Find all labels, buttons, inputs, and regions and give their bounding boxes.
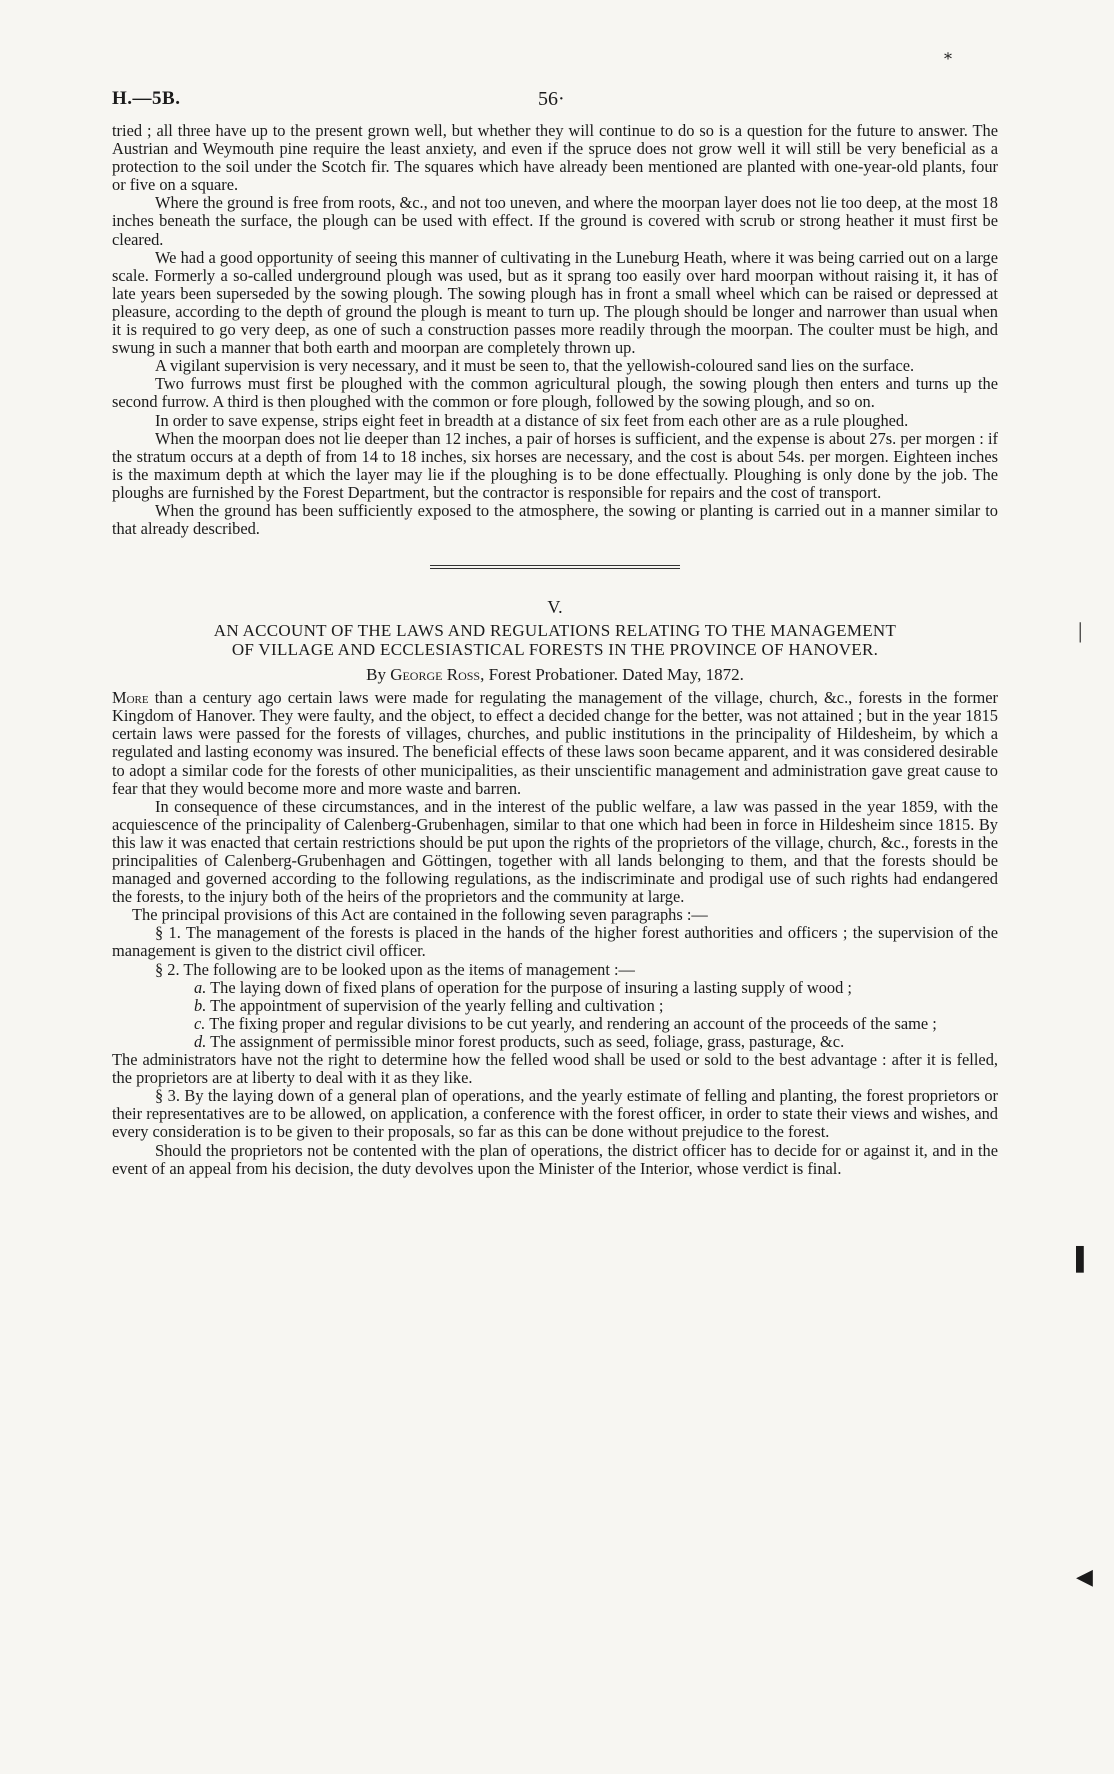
paragraph: When the moorpan does not lie deeper than 12 inches, a pair of horses is sufficient, and the expense is about 27s. per morgen : if the stratum occurs at a depth of from 14 to 18 inches, six horses are necessary, and the cost is about 54s. per morgen. Eighteen inches is the maximum depth at which the layer may lie if the ploughing is to be done effectually. Ploughing is only done by the job. The ploughs are furnished by the Forest Department, but the contractor is responsible for repairs and the cost of transport. [112, 428, 998, 502]
margin-mark-1: | [1078, 618, 1083, 643]
list-letter: c. [194, 1013, 206, 1033]
list-item [194, 997, 998, 1015]
paragraph: Should the proprietors not be contented with the plan of operations, the district officer has to decide for or against it, and in the event of an appeal from his decision, the duty devolves upon the Minister of the Interior, whose verdict is final. [112, 1140, 998, 1178]
section-title-line: AN ACCOUNT OF THE LAWS AND REGULATIONS RELATING TO THE MANAGEMENT [213, 621, 897, 641]
list-letter: a. [194, 977, 207, 997]
section-clause: § 3. By the laying down of a general plan of operations, and the yearly estimate of felling and planting, the forest proprietors or their representatives are to be allowed, on application, a conference with the forest officer, in order to state their views and wishes, and every consideration is to be given to their proposals, so far as this can be done without prejudice to the forest. [112, 1086, 998, 1142]
paragraph: In order to save expense, strips eight feet in breadth at a distance of six feet from each other are as a rule ploughed. [155, 410, 909, 430]
list-text: The fixing proper and regular divisions to be cut yearly, and rendering an account of the proceeds of the same ; [209, 1013, 937, 1033]
paragraph: We had a good opportunity of seeing this manner of cultivating in the Luneburg Heath, where it was being carried out on a large scale. Formerly a so-called underground plough was used, but as it sprang too easily over hard moorpan without raising it, it has of late years been superseded by the sowing plough. The sowing plough has in front a small wheel which can be raised or depressed at pleasure, according to the depth of ground the plough is meant to turn up. The plough should be longer and narrower than usual when it is required to go very deep, as one of such a construction passes more readily through the moorpan. The coulter must be high, and swung in such a manner that both earth and moorpan are completely thrown up. [112, 247, 998, 358]
paragraph-text: than a century ago certain laws were made for regulating the management of the village, church, &c., forests in the former Kingdom of Hanover. They were faulty, and the object, to effect a decided change for the better, was not attained ; but in the year 1815 certain laws were passed for the forests of villages, churches, and public institutions in the principality of Hildesheim, by which a regulated and lasting economy was insured. The beneficial effects of these laws soon became apparent, and it was considered desirable to adopt a similar code for the forests of other municipalities, as their unscientific management and administration gave great cause to fear that they would become more and more waste and barren. [112, 688, 998, 798]
margin-mark-3: ◀ [1076, 1564, 1093, 1589]
lead-word: More [112, 688, 149, 708]
section-clause: § 2. The following are to be looked upon as the items of management :— [155, 959, 635, 979]
document-code: H.—5B. [112, 88, 181, 109]
paragraph: A vigilant supervision is very necessary, and it must be seen to, that the yellowish-coloured sand lies on the surface. [155, 356, 915, 376]
body-text-section [112, 689, 998, 1178]
paragraph: The administrators have not the right to determine how the felled wood shall be used or sold to the best advantage : after it is felled, the proprietors are at liberty to deal with it as they like. [112, 1050, 998, 1088]
page-content [112, 88, 998, 1178]
list-text: The assignment of permissible minor forest products, such as seed, foliage, grass, pasturage, &c. [210, 1031, 845, 1051]
list-text: The appointment of supervision of the yearly felling and cultivation ; [210, 995, 664, 1015]
section-title [112, 621, 998, 659]
section-divider [430, 565, 680, 569]
paragraph: In consequence of these circumstances, and in the interest of the public welfare, a law was passed in the year 1859, with the acquiescence of the principality of Calenberg-Grubenhagen, similar to that one which had been in force in Hildesheim since 1815. By this law it was enacted that certain restrictions should be put upon the rights of the proprietors of the village, church, &c., forests in the principalities of Calenberg-Grubenhagen and Göttingen, together with all lands belonging to them, and that the forests should be managed and governed according to the following regulations, as the indiscriminate and prodigal use of such rights had endangered the forests, to the injury both of the heirs of the proprietors and the community at large. [112, 796, 998, 907]
byline-suffix: Forest Probationer. Dated May, 1872. [488, 665, 744, 685]
byline-prefix: By [366, 665, 386, 685]
paragraph: tried ; all three have up to the present grown well, but whether they will continue to do so is a question for the future to answer. The Austrian and Weymouth pine require the least anxiety, and even if the spruce does not grow well it will still be very beneficial as a protection to the soil under the Scotch fir. The squares which have already been mentioned are planted with one-year-old plants, four or five on a square. [112, 121, 998, 195]
list-letter: b. [194, 995, 207, 1015]
page-header [112, 88, 998, 122]
list-letter: d. [194, 1031, 207, 1051]
list-item [194, 1015, 998, 1033]
byline [112, 665, 998, 685]
paragraph: When the ground has been sufficiently exposed to the atmosphere, the sowing or planting is carried out in a manner similar to that already described. [112, 500, 998, 539]
list-item [194, 1033, 998, 1051]
margin-mark-2: ▌ [1076, 1246, 1092, 1271]
list-text: The laying down of fixed plans of operation for the purpose of insuring a lasting supply of wood ; [210, 977, 852, 997]
paragraph: Where the ground is free from roots, &c., and not too uneven, and where the moorpan layer does not lie too deep, at the most 18 inches beneath the surface, the plough can be used with effect. If the ground is covered with scrub or strong heather it must first be cleared. [112, 193, 998, 249]
paragraph [112, 689, 998, 798]
margin-mark-top: ⁎ [944, 46, 952, 63]
section-number: V. [547, 597, 563, 618]
section-title-line: OF VILLAGE AND ECCLESIASTICAL FORESTS IN THE PROVINCE OF HANOVER. [231, 640, 879, 660]
paragraph: Two furrows must first be ploughed with the common agricultural plough, the sowing plough then enters and turns up the second furrow. A third is then ploughed with the common or fore plough, followed by the sowing plough, and so on. [112, 374, 998, 412]
list-item [194, 979, 998, 997]
page-number: 56· [538, 88, 565, 110]
body-text-top [112, 122, 998, 538]
section-clause: § 1. The management of the forests is placed in the hands of the higher forest authorities and officers ; the supervision of the management is given to the district civil officer. [112, 923, 998, 961]
paragraph: The principal provisions of this Act are contained in the following seven paragraphs :— [132, 905, 708, 925]
author-name: George Ross, [390, 665, 485, 685]
